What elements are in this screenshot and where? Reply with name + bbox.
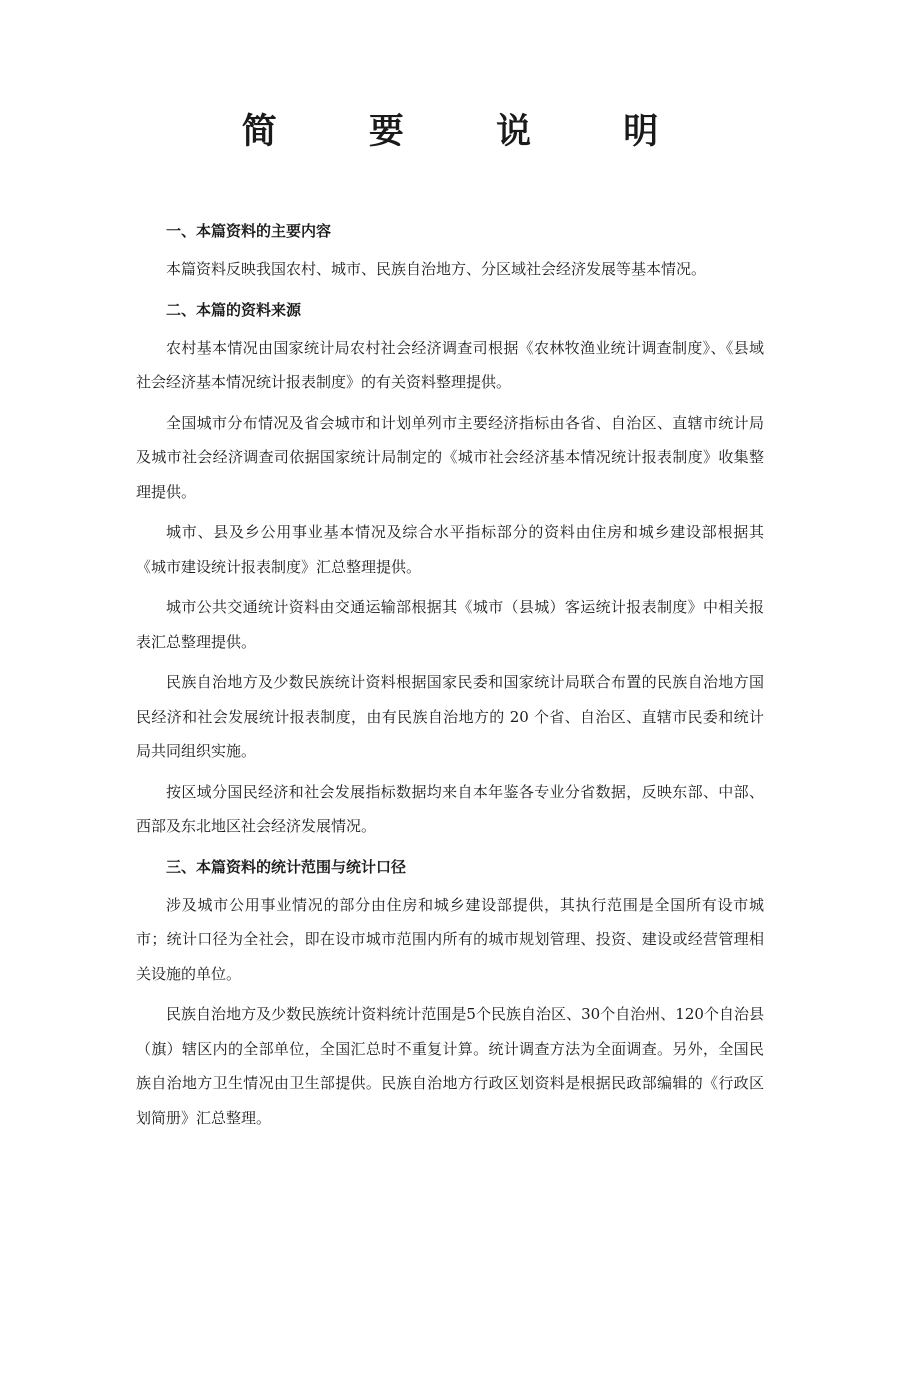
paragraph: 涉及城市公用事业情况的部分由住房和城乡建设部提供，其执行范围是全国所有设市城市；统计口径为全社会，即在设市城市范围内所有的城市规划管理、投资、建设或经营管理相关设施的单位。 [136, 895, 764, 983]
paragraph: 城市公共交通统计资料由交通运输部根据其《城市（县城）客运统计报表制度》中相关报表汇总整理提供。 [136, 598, 764, 651]
section-heading: 三、本篇资料的统计范围与统计口径 [166, 857, 407, 876]
section-statistical-scope [136, 850, 764, 1136]
section-main-content [136, 214, 764, 287]
section-heading: 二、本篇的资料来源 [166, 300, 302, 319]
section-data-sources [136, 293, 764, 844]
document-body [136, 214, 764, 1139]
paragraph: 农村基本情况由国家统计局农村社会经济调查司根据《农林牧渔业统计调查制度》、《县域社会经济基本情况统计报表制度》的有关资料整理提供。 [136, 338, 764, 391]
section-heading: 一、本篇资料的主要内容 [166, 222, 332, 240]
paragraph: 民族自治地方及少数民族统计资料根据国家民委和国家统计局联合布置的民族自治地方国民经济和社会发展统计报表制度，由有民族自治地方的 20 个省、自治区、直辖市民委和统计局共同组织实施。 [136, 673, 764, 760]
page-title: 简 要 说 明 [241, 111, 699, 152]
paragraph: 全国城市分布情况及省会城市和计划单列市主要经济指标由各省、自治区、直辖市统计局及城市社会经济调查司依据国家统计局制定的《城市社会经济基本情况统计报表制度》收集整理提供。 [136, 413, 764, 501]
paragraph: 本篇资料反映我国农村、城市、民族自治地方、分区域社会经济发展等基本情况。 [166, 260, 707, 278]
paragraph: 按区域分国民经济和社会发展指标数据均来自本年鉴各专业分省数据，反映东部、中部、西部及东北地区社会经济发展情况。 [136, 782, 764, 835]
paragraph: 城市、县及乡公用事业基本情况及综合水平指标部分的资料由住房和城乡建设部根据其《城市建设统计报表制度》汇总整理提供。 [136, 523, 764, 576]
paragraph: 民族自治地方及少数民族统计资料统计范围是5个民族自治区、30个自治州、120个自治县（旗）辖区内的全部单位，全国汇总时不重复计算。统计调查方法为全面调查。另外，全国民族自治地方卫生情况由卫生部提供。民族自治地方行政区划资料是根据民政部编辑的《行政区划简册》汇总整理。 [136, 1005, 764, 1127]
